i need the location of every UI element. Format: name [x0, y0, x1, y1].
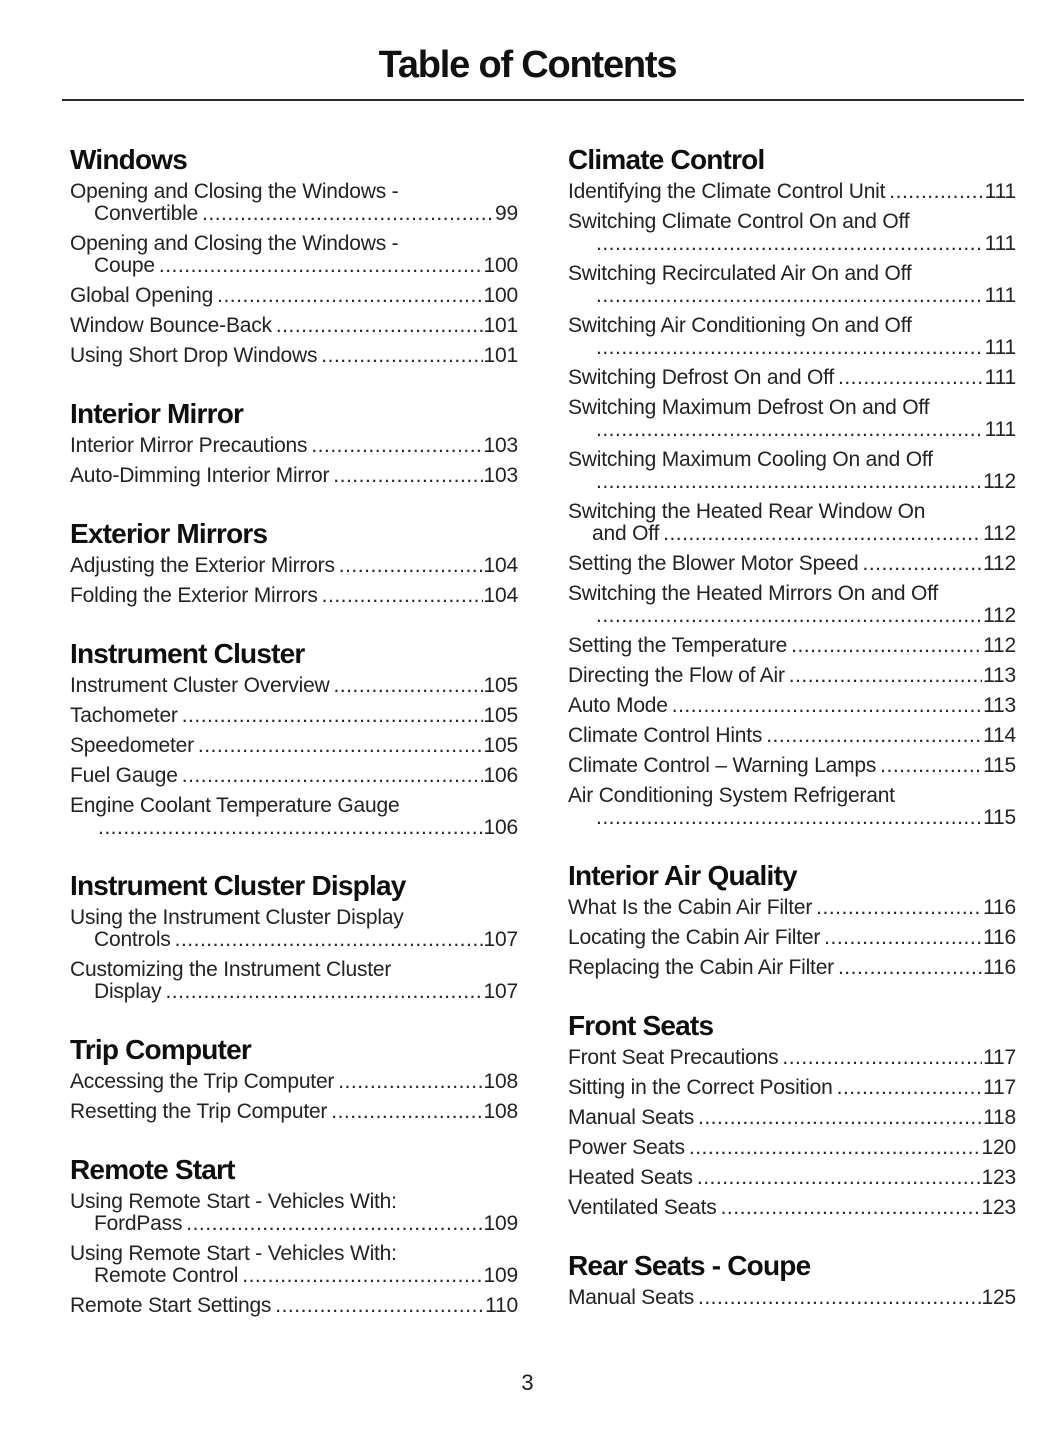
- entry-page-number: 108: [483, 1070, 518, 1093]
- entry-title: Sitting in the Correct Position: [568, 1076, 833, 1099]
- entry-page-number: 117: [983, 1076, 1016, 1099]
- entry-page-number: 111: [984, 284, 1016, 307]
- section-heading: Climate Control: [568, 144, 765, 175]
- toc-entry[interactable]: [568, 367, 1016, 389]
- toc-section: [70, 517, 518, 607]
- entry-text-line: Customizing the Instrument Cluster: [70, 958, 392, 981]
- entry-leader-line: [568, 725, 1016, 747]
- toc-entry[interactable]: [568, 897, 1016, 919]
- entry-leader-line: [568, 285, 1016, 307]
- toc-columns: [0, 101, 1055, 1347]
- footer-page-number: 3: [521, 1370, 534, 1395]
- entry-title: Locating the Cabin Air Filter: [568, 926, 821, 949]
- entry-page-number: 99: [495, 202, 518, 225]
- entry-page-number: 111: [984, 180, 1016, 203]
- entry-title: Switching Defrost On and Off: [568, 366, 834, 389]
- entry-title: Controls: [94, 928, 171, 951]
- entry-title: Adjusting the Exterior Mirrors: [70, 554, 335, 577]
- entry-leader-line: [568, 471, 1016, 493]
- toc-entry[interactable]: [568, 1077, 1016, 1099]
- dot-leader: [182, 705, 483, 727]
- entry-title: Using Short Drop Windows: [70, 344, 318, 367]
- entry-leader-line: [70, 1265, 518, 1287]
- entry-leader-line: [568, 695, 1016, 717]
- toc-entry[interactable]: [568, 211, 1016, 255]
- toc-section: [568, 143, 1016, 829]
- entry-leader-line: [70, 315, 518, 337]
- entry-text-line: Switching Climate Control On and Off: [568, 210, 910, 233]
- dot-leader: [698, 1107, 982, 1129]
- toc-section: [568, 859, 1016, 979]
- dot-leader: [689, 1137, 981, 1159]
- entry-leader-line: [568, 1107, 1016, 1129]
- entry-page-number: 110: [485, 1294, 518, 1317]
- entry-page-number: 106: [483, 816, 518, 839]
- dot-leader: [339, 555, 483, 577]
- entry-text-line: Using Remote Start - Vehicles With:: [70, 1242, 397, 1265]
- toc-section: [70, 637, 518, 839]
- toc-entry[interactable]: [70, 465, 518, 487]
- entry-title: Climate Control Hints: [568, 724, 763, 747]
- entry-title: Setting the Blower Motor Speed: [568, 552, 859, 575]
- entry-title: Manual Seats: [568, 1286, 695, 1309]
- entry-page-number: 109: [483, 1264, 518, 1287]
- entry-title: Auto-Dimming Interior Mirror: [70, 464, 330, 487]
- dot-leader: [824, 927, 982, 949]
- toc-entry[interactable]: [70, 735, 518, 757]
- dot-leader: [698, 1287, 981, 1309]
- entry-text-line: Using Remote Start - Vehicles With:: [70, 1190, 397, 1213]
- dot-leader: [837, 1077, 983, 1099]
- section-heading: Rear Seats - Coupe: [568, 1250, 811, 1281]
- entry-title: Window Bounce-Back: [70, 314, 272, 337]
- entry-leader-line: [568, 523, 1016, 545]
- entry-page-number: 112: [983, 604, 1016, 627]
- dot-leader: [816, 897, 982, 919]
- dot-leader: [159, 255, 483, 277]
- toc-section: [70, 1033, 518, 1123]
- entry-leader-line: [568, 1077, 1016, 1099]
- entry-leader-line: [70, 345, 518, 367]
- entry-page-number: 105: [483, 674, 518, 697]
- toc-entry[interactable]: [568, 755, 1016, 777]
- toc-entry[interactable]: [568, 181, 1016, 203]
- entry-page-number: 116: [983, 896, 1016, 919]
- entry-title: Global Opening: [70, 284, 214, 307]
- dot-leader: [98, 817, 483, 839]
- entry-title: Replacing the Cabin Air Filter: [568, 956, 834, 979]
- toc-entry[interactable]: [70, 585, 518, 607]
- dot-leader: [202, 203, 494, 225]
- entry-page-number: 101: [483, 344, 518, 367]
- entry-text-line: Switching Recirculated Air On and Off: [568, 262, 912, 285]
- entry-leader-line: [568, 419, 1016, 441]
- entry-leader-line: [70, 981, 518, 1003]
- entry-page-number: 120: [981, 1136, 1016, 1159]
- dot-leader: [697, 1167, 981, 1189]
- toc-section: [568, 1249, 1016, 1309]
- entry-leader-line: [70, 1101, 518, 1123]
- section-heading: Interior Mirror: [70, 398, 244, 429]
- toc-entry[interactable]: [568, 695, 1016, 717]
- entry-page-number: 118: [983, 1106, 1016, 1129]
- toc-entry[interactable]: [568, 553, 1016, 575]
- entry-page-number: 112: [983, 552, 1016, 575]
- dot-leader: [165, 981, 482, 1003]
- toc-entry[interactable]: [568, 635, 1016, 657]
- section-heading: Trip Computer: [70, 1034, 251, 1065]
- entry-leader-line: [70, 705, 518, 727]
- toc-entry[interactable]: [70, 765, 518, 787]
- dot-leader: [663, 523, 982, 545]
- dot-leader: [596, 419, 984, 441]
- toc-entry[interactable]: [568, 397, 1016, 441]
- dot-leader: [889, 181, 983, 203]
- entry-leader-line: [70, 817, 518, 839]
- entry-page-number: 117: [983, 1046, 1016, 1069]
- dot-leader: [880, 755, 982, 777]
- entry-page-number: 113: [983, 694, 1016, 717]
- entry-page-number: 105: [483, 704, 518, 727]
- entry-title: Directing the Flow of Air: [568, 664, 785, 687]
- entry-title: Setting the Temperature: [568, 634, 788, 657]
- toc-entry[interactable]: [568, 1287, 1016, 1309]
- entry-title: Interior Mirror Precautions: [70, 434, 308, 457]
- entry-title: FordPass: [94, 1212, 183, 1235]
- entry-page-number: 108: [483, 1100, 518, 1123]
- toc-entry[interactable]: [568, 665, 1016, 687]
- entry-leader-line: [568, 807, 1016, 829]
- entry-title: Resetting the Trip Computer: [70, 1100, 328, 1123]
- dot-leader: [322, 585, 483, 607]
- dot-leader: [175, 929, 483, 951]
- entry-leader-line: [568, 957, 1016, 979]
- section-heading: Front Seats: [568, 1010, 714, 1041]
- entry-title: Heated Seats: [568, 1166, 693, 1189]
- entry-leader-line: [70, 203, 518, 225]
- dot-leader: [766, 725, 982, 747]
- entry-title: Display: [94, 980, 162, 1003]
- toc-entry[interactable]: [568, 957, 1016, 979]
- dot-leader: [596, 285, 984, 307]
- entry-title: Front Seat Precautions: [568, 1046, 779, 1069]
- entry-leader-line: [568, 337, 1016, 359]
- toc-entry[interactable]: [568, 583, 1016, 627]
- dot-leader: [596, 471, 982, 493]
- entry-page-number: 101: [483, 314, 518, 337]
- toc-entry[interactable]: [70, 907, 518, 951]
- entry-page-number: 105: [483, 734, 518, 757]
- toc-entry[interactable]: [70, 675, 518, 697]
- toc-section: [568, 1009, 1016, 1219]
- section-heading: Windows: [70, 144, 188, 175]
- entry-leader-line: [70, 435, 518, 457]
- entry-page-number: 103: [483, 434, 518, 457]
- entry-page-number: 111: [984, 336, 1016, 359]
- entry-leader-line: [568, 367, 1016, 389]
- entry-page-number: 111: [984, 418, 1016, 441]
- entry-title: Tachometer: [70, 704, 178, 727]
- entry-leader-line: [568, 755, 1016, 777]
- dot-leader: [672, 695, 982, 717]
- dot-leader: [198, 735, 483, 757]
- toc-entry[interactable]: [70, 285, 518, 307]
- entry-page-number: 123: [981, 1166, 1016, 1189]
- toc-section: [70, 397, 518, 487]
- toc-entry[interactable]: [568, 725, 1016, 747]
- entry-leader-line: [568, 1287, 1016, 1309]
- section-heading: Exterior Mirrors: [70, 518, 268, 549]
- toc-entry[interactable]: [70, 345, 518, 367]
- dot-leader: [182, 765, 483, 787]
- entry-title: Convertible: [94, 202, 199, 225]
- toc-section: [70, 143, 518, 367]
- entry-page-number: 123: [981, 1196, 1016, 1219]
- toc-entry[interactable]: [568, 1137, 1016, 1159]
- toc-entry[interactable]: [70, 1295, 518, 1317]
- entry-leader-line: [568, 665, 1016, 687]
- entry-page-number: 106: [483, 764, 518, 787]
- toc-entry[interactable]: [568, 1197, 1016, 1219]
- section-heading: Instrument Cluster: [70, 638, 305, 669]
- toc-entry[interactable]: [70, 233, 518, 277]
- entry-leader-line: [568, 1047, 1016, 1069]
- entry-text-line: Switching Maximum Defrost On and Off: [568, 396, 930, 419]
- entry-page-number: 112: [983, 634, 1016, 657]
- entry-text-line: Switching the Heated Rear Window On: [568, 500, 926, 523]
- entry-page-number: 116: [983, 956, 1016, 979]
- entry-title: Remote Start Settings: [70, 1294, 272, 1317]
- entry-page-number: 125: [981, 1286, 1016, 1309]
- toc-entry[interactable]: [568, 1047, 1016, 1069]
- entry-page-number: 111: [984, 366, 1016, 389]
- entry-title: Coupe: [94, 254, 155, 277]
- entry-page-number: 100: [483, 254, 518, 277]
- page-title: Table of Contents: [378, 44, 677, 86]
- entry-page-number: 112: [983, 470, 1016, 493]
- entry-title: Identifying the Climate Control Unit: [568, 180, 886, 203]
- section-heading: Interior Air Quality: [568, 860, 797, 891]
- dot-leader: [596, 807, 982, 829]
- dot-leader: [596, 337, 984, 359]
- entry-leader-line: [70, 1295, 518, 1317]
- entry-text-line: Switching the Heated Mirrors On and Off: [568, 582, 938, 605]
- toc-entry[interactable]: [568, 1107, 1016, 1129]
- entry-page-number: 104: [483, 584, 518, 607]
- entry-page-number: 115: [983, 754, 1016, 777]
- entry-leader-line: [70, 255, 518, 277]
- entry-title: What Is the Cabin Air Filter: [568, 896, 813, 919]
- dot-leader: [789, 665, 982, 687]
- entry-page-number: 107: [483, 928, 518, 951]
- entry-leader-line: [70, 1071, 518, 1093]
- toc-entry[interactable]: [70, 315, 518, 337]
- entry-text-line: Opening and Closing the Windows -: [70, 232, 399, 255]
- dot-leader: [596, 233, 984, 255]
- entry-leader-line: [568, 181, 1016, 203]
- toc-entry[interactable]: [70, 1243, 518, 1287]
- entry-leader-line: [568, 233, 1016, 255]
- toc-entry[interactable]: [568, 315, 1016, 359]
- dot-leader: [838, 367, 984, 389]
- entry-page-number: 104: [483, 554, 518, 577]
- section-heading: Instrument Cluster Display: [70, 870, 406, 901]
- toc-entry[interactable]: [70, 1101, 518, 1123]
- toc-column-left: [70, 143, 518, 1347]
- entry-title: Fuel Gauge: [70, 764, 178, 787]
- section-heading: Remote Start: [70, 1154, 235, 1185]
- entry-text-line: Switching Air Conditioning On and Off: [568, 314, 912, 337]
- toc-entry[interactable]: [70, 1071, 518, 1093]
- dot-leader: [276, 315, 483, 337]
- dot-leader: [275, 1295, 484, 1317]
- toc-section: [70, 869, 518, 1003]
- entry-leader-line: [568, 1137, 1016, 1159]
- toc-entry[interactable]: [568, 785, 1016, 829]
- entry-title: Ventilated Seats: [568, 1196, 717, 1219]
- entry-page-number: 112: [983, 522, 1016, 545]
- entry-text-line: Air Conditioning System Refrigerant: [568, 784, 895, 807]
- toc-entry[interactable]: [568, 263, 1016, 307]
- entry-page-number: 116: [983, 926, 1016, 949]
- toc-entry[interactable]: [70, 959, 518, 1003]
- entry-title: Instrument Cluster Overview: [70, 674, 330, 697]
- entry-leader-line: [568, 1197, 1016, 1219]
- entry-leader-line: [70, 1213, 518, 1235]
- entry-page-number: 114: [983, 724, 1016, 747]
- entry-title: Remote Control: [94, 1264, 239, 1287]
- dot-leader: [334, 675, 483, 697]
- entry-page-number: 113: [983, 664, 1016, 687]
- entry-leader-line: [70, 929, 518, 951]
- entry-title: Folding the Exterior Mirrors: [70, 584, 318, 607]
- entry-text-line: Engine Coolant Temperature Gauge: [70, 794, 400, 817]
- entry-title: and Off: [592, 522, 660, 545]
- entry-leader-line: [70, 735, 518, 757]
- entry-text-line: Using the Instrument Cluster Display: [70, 906, 404, 929]
- entry-leader-line: [70, 765, 518, 787]
- dot-leader: [791, 635, 982, 657]
- entry-leader-line: [568, 897, 1016, 919]
- entry-page-number: 109: [483, 1212, 518, 1235]
- dot-leader: [721, 1197, 981, 1219]
- entry-leader-line: [568, 635, 1016, 657]
- dot-leader: [838, 957, 982, 979]
- entry-leader-line: [568, 553, 1016, 575]
- entry-leader-line: [70, 675, 518, 697]
- entry-title: Auto Mode: [568, 694, 668, 717]
- dot-leader: [331, 1101, 482, 1123]
- toc-entry[interactable]: [70, 795, 518, 839]
- dot-leader: [596, 605, 982, 627]
- toc-entry[interactable]: [70, 705, 518, 727]
- entry-leader-line: [568, 1167, 1016, 1189]
- entry-leader-line: [568, 927, 1016, 949]
- entry-page-number: 100: [483, 284, 518, 307]
- entry-page-number: 115: [983, 806, 1016, 829]
- toc-entry[interactable]: [70, 435, 518, 457]
- entry-leader-line: [70, 555, 518, 577]
- toc-entry[interactable]: [70, 181, 518, 225]
- entry-leader-line: [568, 605, 1016, 627]
- dot-leader: [321, 345, 482, 367]
- entry-page-number: 111: [984, 232, 1016, 255]
- entry-title: Speedometer: [70, 734, 194, 757]
- entry-title: Manual Seats: [568, 1106, 695, 1129]
- entry-text-line: Opening and Closing the Windows -: [70, 180, 399, 203]
- toc-entry[interactable]: [568, 449, 1016, 493]
- entry-title: Accessing the Trip Computer: [70, 1070, 335, 1093]
- dot-leader: [333, 465, 482, 487]
- entry-page-number: 107: [483, 980, 518, 1003]
- dot-leader: [863, 553, 983, 575]
- entry-page-number: 103: [483, 464, 518, 487]
- entry-title: Power Seats: [568, 1136, 685, 1159]
- toc-entry[interactable]: [568, 927, 1016, 949]
- toc-entry[interactable]: [70, 1191, 518, 1235]
- toc-entry[interactable]: [568, 1167, 1016, 1189]
- dot-leader: [242, 1265, 482, 1287]
- toc-column-right: [568, 143, 1016, 1347]
- dot-leader: [186, 1213, 482, 1235]
- entry-title: Climate Control – Warning Lamps: [568, 754, 877, 777]
- entry-leader-line: [70, 585, 518, 607]
- toc-section: [70, 1153, 518, 1317]
- toc-entry[interactable]: [70, 555, 518, 577]
- toc-entry[interactable]: [568, 501, 1016, 545]
- entry-text-line: Switching Maximum Cooling On and Off: [568, 448, 933, 471]
- entry-leader-line: [70, 465, 518, 487]
- dot-leader: [311, 435, 482, 457]
- entry-leader-line: [70, 285, 518, 307]
- dot-leader: [338, 1071, 482, 1093]
- dot-leader: [217, 285, 482, 307]
- dot-leader: [782, 1047, 982, 1069]
